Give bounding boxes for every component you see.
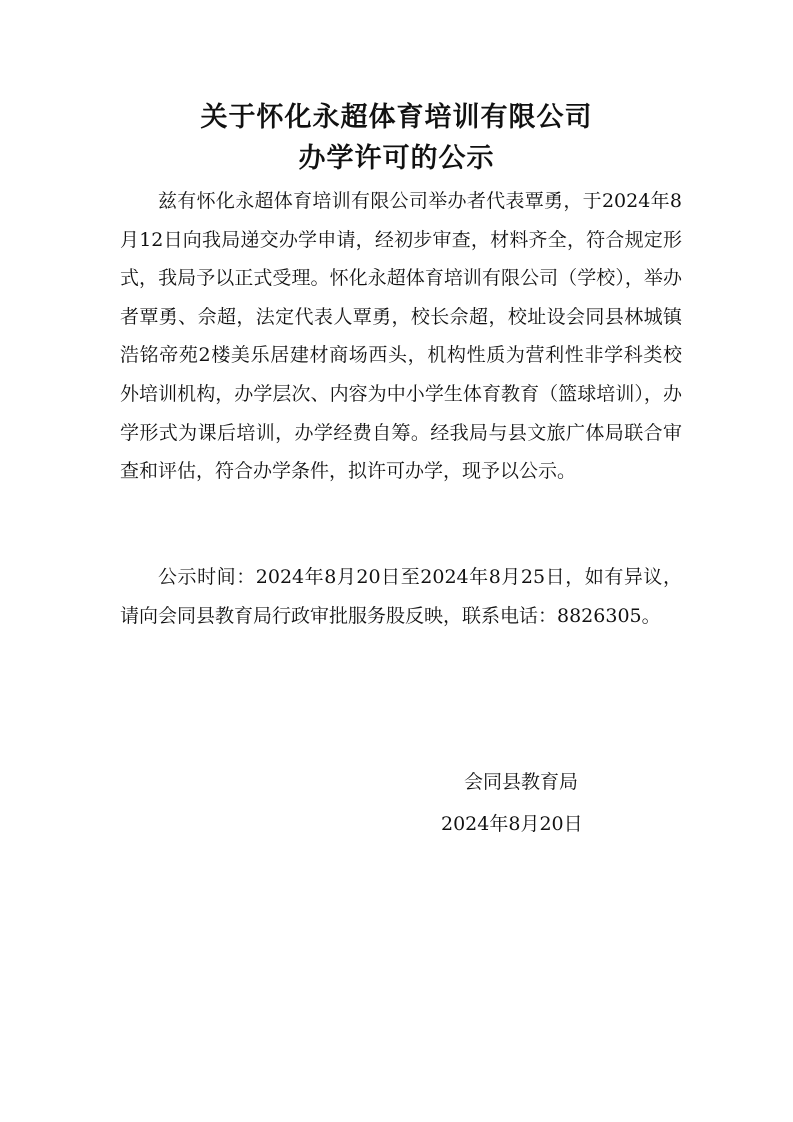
body-paragraph-application: 兹有怀化永超体育培训有限公司举办者代表覃勇，于2024年8月12日向我局递交办学申请，经初步审查，材料齐全，符合规定形式，我局予以正式受理。怀化永超体育培训有限公司（学校），举办者覃勇、佘超，法定代表人覃勇，校长佘超，校址设会同县林城镇浩铭帝苑2楼美乐居建材商场西头，机构性质为营利性非学科类校外培训机构，办学层次、内容为中小学生体育教育（篮球培训），办学形式为课后培训，办学经费自筹。经我局与县文旅广体局联合审查和评估，符合办学条件，拟许可办学，现予以公示。	[120, 190, 682, 483]
document-title-line2: 办学许可的公示	[298, 143, 495, 174]
signature-date: 2024年8月20日	[441, 813, 583, 835]
document-title-line1: 关于怀化永超体育培训有限公司	[200, 102, 593, 133]
body-paragraph-notice-period: 公示时间：2024年8月20日至2024年8月25日，如有异议，请向会同县教育局行政审批服务股反映，联系电话：8826305。	[120, 566, 682, 627]
signature-organization: 会同县教育局	[464, 771, 579, 793]
